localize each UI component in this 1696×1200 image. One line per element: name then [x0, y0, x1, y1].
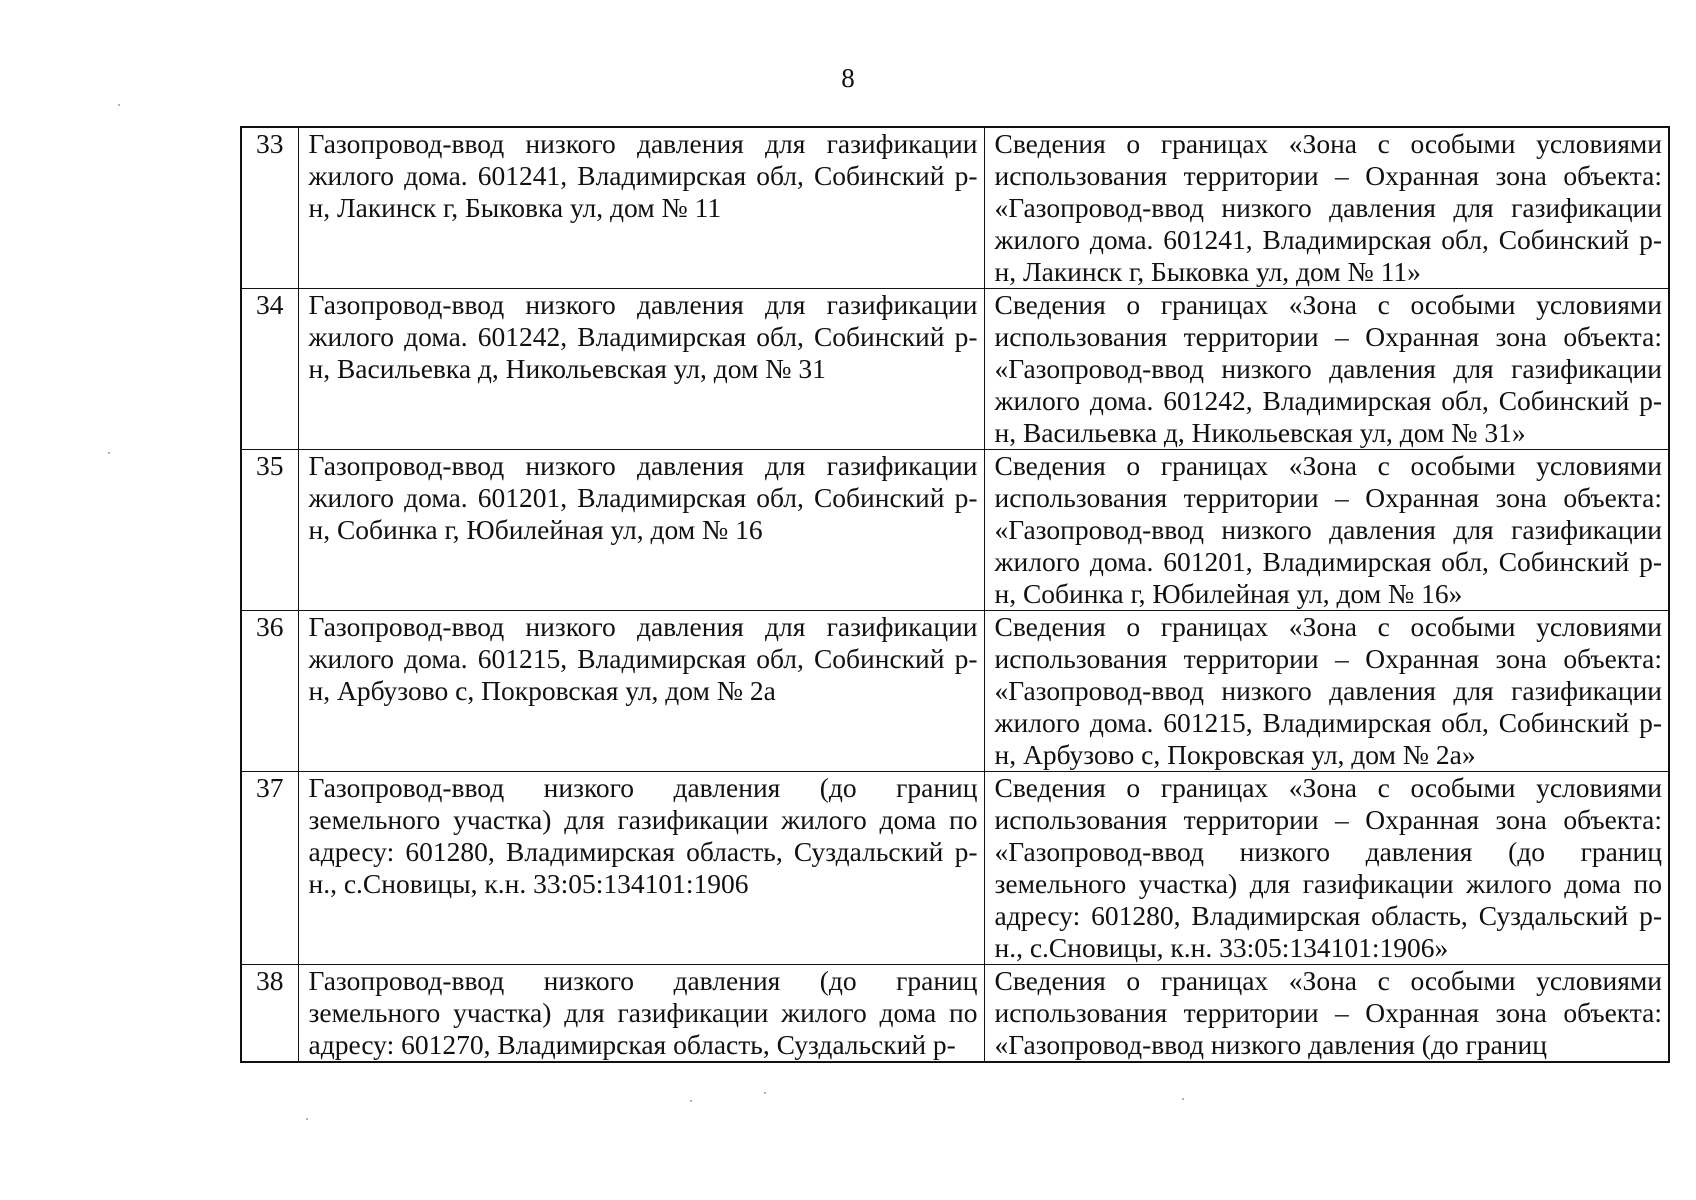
- scan-speck: [118, 104, 120, 106]
- object-name-text: Газопровод-ввод низкого давления (до границ земельного участка) для газификации жилого дома по адресу: 601270, Владимирская область, Суздальский р-: [308, 965, 978, 1060]
- zone-info-cell: Сведения о границах «Зона с особыми условиями использования территории – Охранная зона объекта: «Газопровод-ввод низкого давления для газификации жилого дома. 601242, Владимирская обл, Собинский р-н, Васильевка д, Никольевская ул, дом № 31»: [984, 289, 1669, 450]
- row-number: 33: [241, 127, 298, 289]
- scan-speck: [306, 1118, 308, 1120]
- zones-table: [240, 126, 1670, 1063]
- zone-info-cell: Сведения о границах «Зона с особыми условиями использования территории – Охранная зона объекта: «Газопровод-ввод низкого давления (до границ земельного участка) для газификации жилого дома по адресу: 601280, Владимирская область, Суздальский р-н., с.Сновицы, к.н. 33:05:134101:1906»: [984, 772, 1669, 965]
- zone-info-cell: Сведения о границах «Зона с особыми условиями использования территории – Охранная зона объекта: «Газопровод-ввод низкого давления для газификации жилого дома. 601215, Владимирская обл, Собинский р-н, Арбузово с, Покровская ул, дом № 2а»: [984, 611, 1669, 772]
- zone-info-text: Сведения о границах «Зона с особыми условиями использования территории – Охранная зона объекта: «Газопровод-ввод низкого давления (до границ: [994, 965, 1662, 1060]
- row-number: 34: [241, 289, 298, 450]
- table-row: [241, 965, 1669, 1063]
- row-number: 37: [241, 772, 298, 965]
- object-name-cell: Газопровод-ввод низкого давления для газификации жилого дома. 601201, Владимирская обл, Собинский р-н, Собинка г, Юбилейная ул, дом № 16: [298, 450, 984, 611]
- object-name-cell: Газопровод-ввод низкого давления для газификации жилого дома. 601241, Владимирская обл, Собинский р-н, Лакинск г, Быковка ул, дом № 11: [298, 127, 984, 289]
- page-number: 8: [841, 63, 855, 93]
- row-number: 38: [241, 965, 298, 1063]
- table-row: [241, 289, 1669, 450]
- scan-speck: [690, 1100, 692, 1102]
- object-name-cell: Газопровод-ввод низкого давления для газификации жилого дома. 601215, Владимирская обл, Собинский р-н, Арбузово с, Покровская ул, дом № 2а: [298, 611, 984, 772]
- table-row: [241, 772, 1669, 965]
- scan-speck: [1182, 1098, 1184, 1100]
- row-number: 35: [241, 450, 298, 611]
- zone-info-cell: Сведения о границах «Зона с особыми условиями использования территории – Охранная зона объекта: «Газопровод-ввод низкого давления для газификации жилого дома. 601201, Владимирская обл, Собинский р-н, Собинка г, Юбилейная ул, дом № 16»: [984, 450, 1669, 611]
- object-name-cell: Газопровод-ввод низкого давления (до границ земельного участка) для газификации жилого дома по адресу: 601280, Владимирская область, Суздальский р-н., с.Сновицы, к.н. 33:05:134101:1906: [298, 772, 984, 965]
- row-number: 36: [241, 611, 298, 772]
- scan-speck: [764, 1092, 766, 1094]
- object-name-cell: Газопровод-ввод низкого давления для газификации жилого дома. 601242, Владимирская обл, Собинский р-н, Васильевка д, Никольевская ул, дом № 31: [298, 289, 984, 450]
- zone-info-cell: [984, 965, 1669, 1063]
- table-row: [241, 127, 1669, 289]
- table-row: [241, 611, 1669, 772]
- scan-speck: [108, 452, 110, 454]
- table-row: [241, 450, 1669, 611]
- zone-info-cell: Сведения о границах «Зона с особыми условиями использования территории – Охранная зона объекта: «Газопровод-ввод низкого давления для газификации жилого дома. 601241, Владимирская обл, Собинский р-н, Лакинск г, Быковка ул, дом № 11»: [984, 127, 1669, 289]
- object-name-cell: [298, 965, 984, 1063]
